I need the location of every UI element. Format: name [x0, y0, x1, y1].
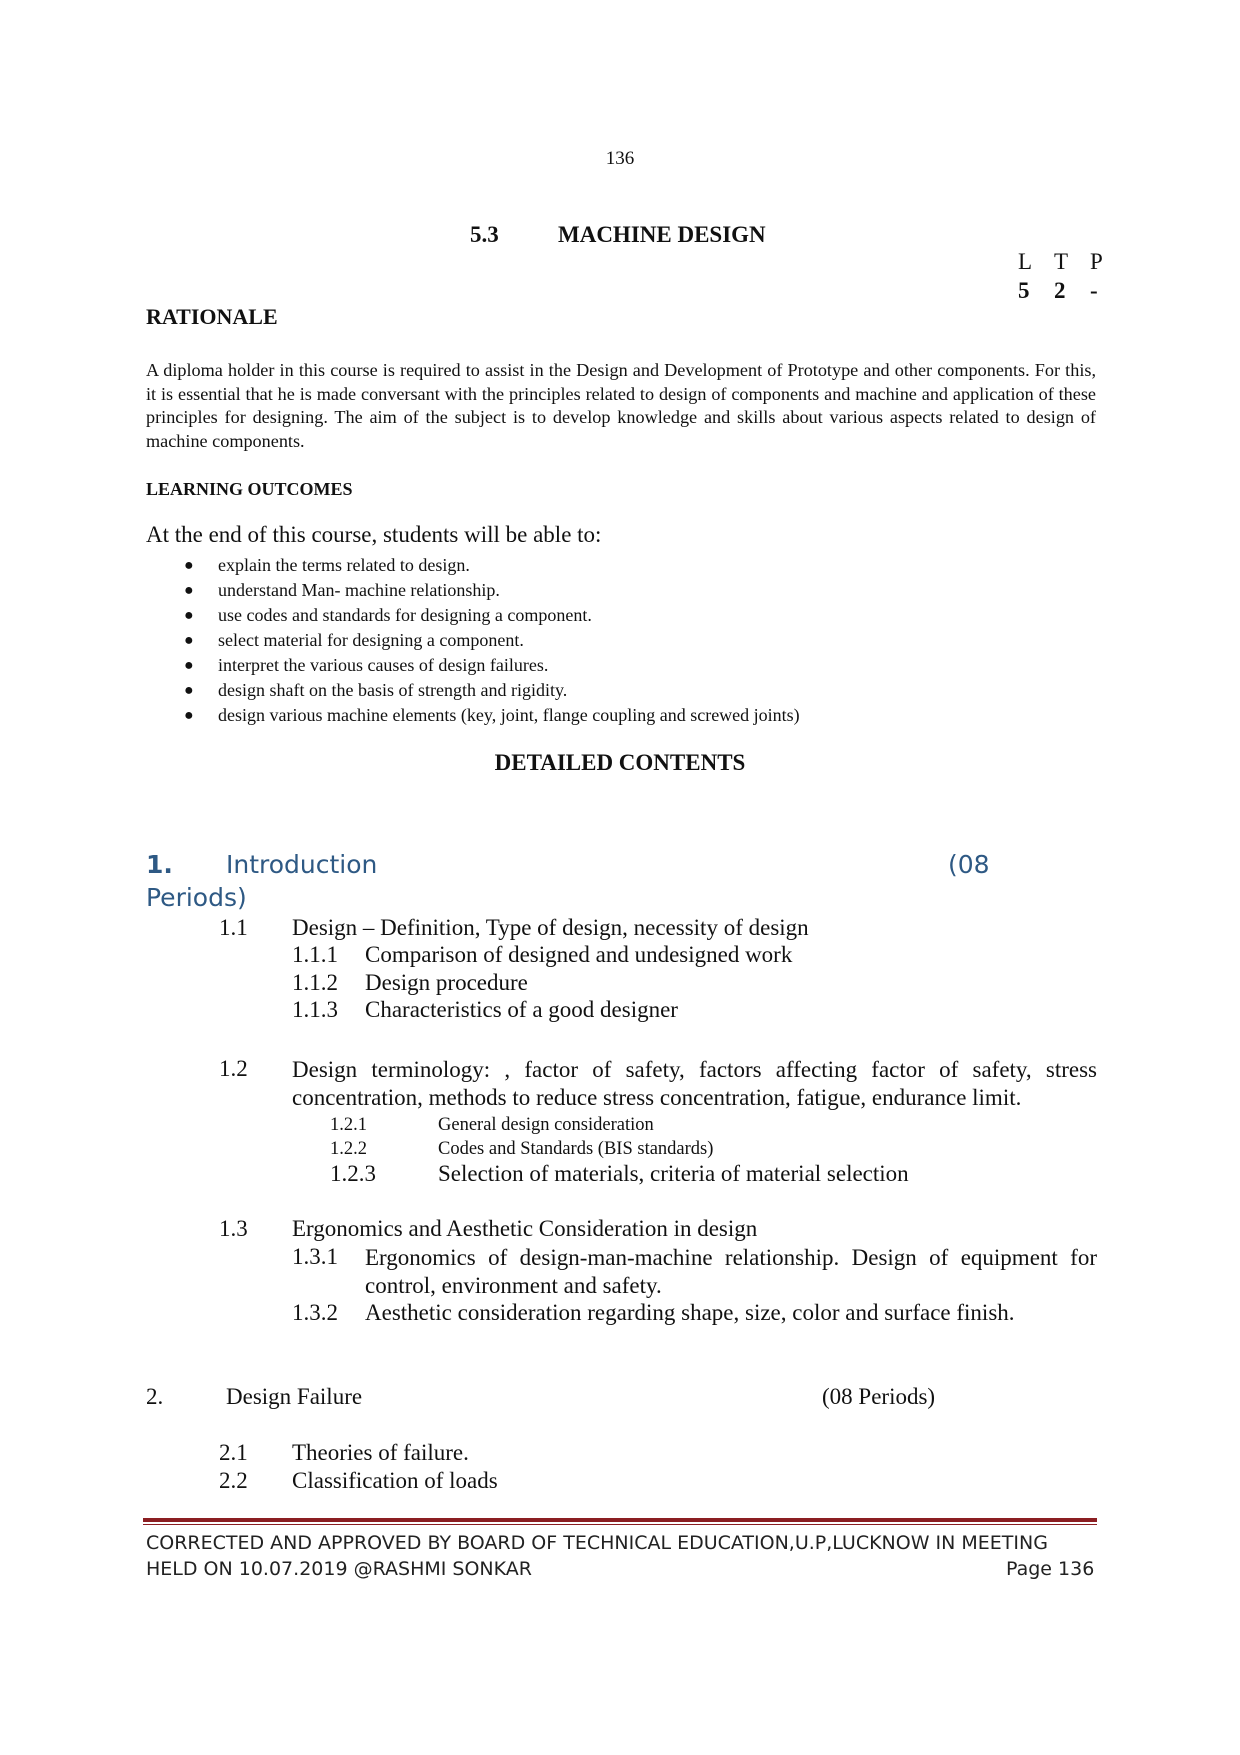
- unit-1-number: 1.: [146, 850, 173, 879]
- list-item: [146, 678, 800, 703]
- ltp-header: [1018, 249, 1126, 275]
- bullet-icon: ●: [184, 657, 194, 674]
- ltp-l-value: 5: [1018, 278, 1030, 303]
- bullet-icon: ●: [184, 707, 194, 724]
- ltp-t-label: T: [1054, 249, 1069, 274]
- unit-1-periods-start: (08: [948, 850, 990, 879]
- bullet-icon: ●: [184, 632, 194, 649]
- list-item: [146, 628, 800, 653]
- list-item-text: explain the terms related to design.: [218, 555, 470, 575]
- subsection-text: General design consideration: [438, 1115, 654, 1135]
- ltp-values: [1018, 278, 1126, 304]
- section-text: Design – Definition, Type of design, necessity of design: [292, 915, 809, 940]
- subsection-text: Aesthetic consideration regarding shape, size, color and surface finish.: [365, 1300, 1015, 1325]
- detailed-contents-heading: DETAILED CONTENTS: [494, 750, 746, 775]
- subsection-number: 1.1.2: [292, 970, 338, 995]
- subsection-text: Comparison of designed and undesigned work: [365, 942, 793, 967]
- course-name: MACHINE DESIGN: [558, 222, 766, 247]
- footer-divider-thin: [143, 1524, 1097, 1525]
- unit-1-periods-end: Periods): [146, 883, 247, 912]
- list-item: [146, 603, 800, 628]
- list-item: [146, 703, 800, 728]
- list-item-text: understand Man- machine relationship.: [218, 580, 500, 600]
- subsection-number: 1.3.1: [292, 1244, 338, 1269]
- list-item: [146, 553, 800, 578]
- section-number: 1.1: [219, 915, 248, 940]
- footer-date-line: HELD ON 10.07.2019 @RASHMI SONKAR: [146, 1558, 532, 1580]
- subsection-text: Codes and Standards (BIS standards): [438, 1139, 714, 1159]
- subsection-number: 1.2.3: [330, 1161, 376, 1186]
- list-item-text: interpret the various causes of design failures.: [218, 655, 549, 675]
- unit-2-number: 2.: [146, 1384, 164, 1409]
- rationale-heading: RATIONALE: [146, 304, 278, 329]
- list-item-text: select material for designing a component.: [218, 630, 524, 650]
- learning-outcomes-heading: LEARNING OUTCOMES: [146, 479, 353, 499]
- subsection-text: Selection of materials, criteria of material selection: [438, 1161, 909, 1186]
- subsection-number: 1.2.1: [330, 1115, 367, 1135]
- unit-2-periods: (08 Periods): [822, 1384, 936, 1409]
- subsection-text: Ergonomics of design-man-machine relationship. Design of equipment for control, environment and safety.: [365, 1245, 1097, 1298]
- subsection-text: Characteristics of a good designer: [365, 997, 678, 1022]
- subsection-number: 1.1.1: [292, 942, 338, 967]
- rationale-text: A diploma holder in this course is required to assist in the Design and Development of Prototype and other components. For this, it is essential that he is made conversant with the principles related to design of components and machine and application of these principles for designing. The aim of the subject is to develop knowledge and skills about various aspects related to design of machine components.: [146, 360, 1096, 451]
- ltp-p-label: P: [1090, 249, 1103, 274]
- bullet-icon: ●: [184, 682, 194, 699]
- section-number: 2.2: [219, 1468, 248, 1493]
- section-text: Ergonomics and Aesthetic Consideration in design: [292, 1216, 758, 1241]
- bullet-icon: ●: [184, 607, 194, 624]
- learning-outcomes-list: [146, 553, 800, 728]
- course-code: 5.3: [470, 222, 499, 247]
- list-item-text: design various machine elements (key, joint, flange coupling and screwed joints): [218, 705, 800, 725]
- subsection-number: 1.1.3: [292, 997, 338, 1022]
- subsection-number: 1.3.2: [292, 1300, 338, 1325]
- subsection-text: Design procedure: [365, 970, 528, 995]
- section-text: Design terminology: , factor of safety, factors affecting factor of safety, stress concentration, methods to reduce stress concentration, fatigue, endurance limit.: [292, 1057, 1097, 1110]
- learning-outcomes-intro: At the end of this course, students will be able to:: [146, 522, 602, 547]
- footer-page-number: Page 136: [1006, 1558, 1095, 1580]
- unit-1-title: Introduction: [226, 850, 378, 879]
- bullet-icon: ●: [184, 557, 194, 574]
- ltp-p-value: -: [1090, 278, 1098, 303]
- list-item: [146, 578, 800, 603]
- bullet-icon: ●: [184, 582, 194, 599]
- ltp-t-value: 2: [1054, 278, 1066, 303]
- section-number: 2.1: [219, 1440, 248, 1465]
- footer-divider: [143, 1518, 1097, 1522]
- ltp-l-label: L: [1018, 249, 1033, 274]
- section-number: 1.3: [219, 1216, 248, 1241]
- section-text: Classification of loads: [292, 1468, 498, 1493]
- section-text: Theories of failure.: [292, 1440, 469, 1465]
- list-item-text: design shaft on the basis of strength and rigidity.: [218, 680, 568, 700]
- subsection-number: 1.2.2: [330, 1139, 367, 1159]
- course-title: [470, 222, 766, 248]
- footer-approval-line: CORRECTED AND APPROVED BY BOARD OF TECHNICAL EDUCATION,U.P,LUCKNOW IN MEETING: [146, 1532, 1048, 1554]
- unit-2-title: Design Failure: [226, 1384, 363, 1409]
- section-number: 1.2: [219, 1056, 248, 1081]
- page-number: 136: [605, 148, 635, 169]
- list-item-text: use codes and standards for designing a component.: [218, 605, 592, 625]
- list-item: [146, 653, 800, 678]
